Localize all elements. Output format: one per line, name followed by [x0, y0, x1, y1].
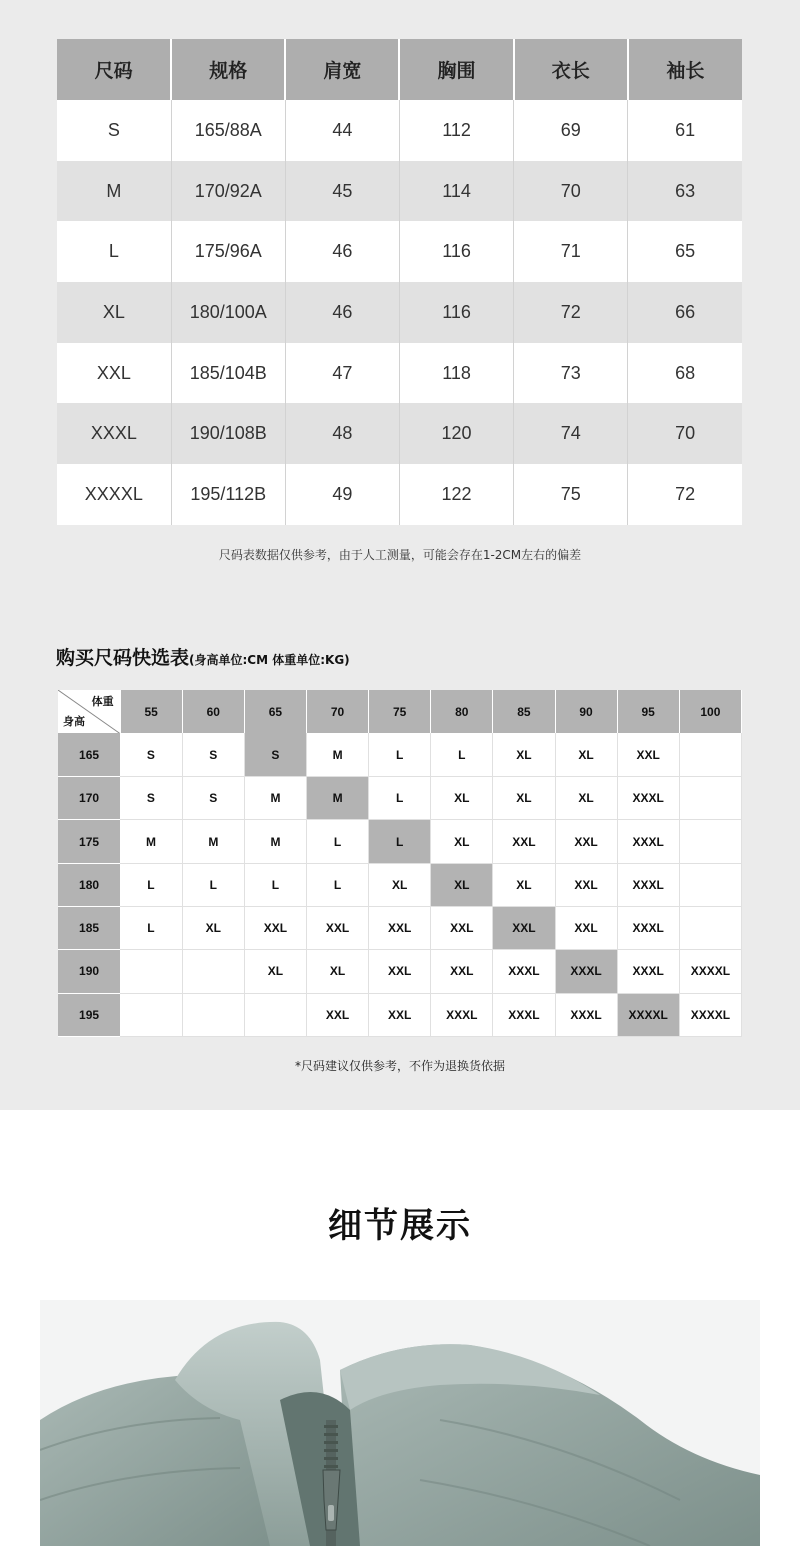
size-selector-body — [58, 733, 742, 1036]
size-chart-cell: 175/96A — [171, 221, 285, 282]
size-chart-cell: 48 — [285, 403, 399, 464]
recommended-size-cell: XL — [431, 863, 493, 906]
recommended-size-cell: M — [244, 777, 306, 820]
size-chart-cell: 66 — [628, 282, 742, 343]
size-chart-cell: 45 — [285, 161, 399, 222]
size-selector-row — [58, 733, 742, 776]
size-selector-row — [58, 950, 742, 993]
size-chart-cell: 65 — [628, 221, 742, 282]
size-chart-cell: 74 — [514, 403, 628, 464]
recommended-size-cell: XL — [431, 820, 493, 863]
recommended-size-cell: XXL — [431, 906, 493, 949]
size-chart-body — [57, 100, 742, 525]
size-chart-cell: 70 — [628, 403, 742, 464]
recommended-size-cell — [679, 733, 741, 776]
recommended-size-cell: M — [182, 820, 244, 863]
weight-header-cell: 75 — [369, 690, 431, 733]
size-chart-header-row — [57, 39, 742, 100]
size-chart-cell: 195/112B — [171, 464, 285, 525]
size-chart-cell: XXL — [57, 343, 171, 404]
recommended-size-cell: L — [369, 820, 431, 863]
recommended-size-cell: XL — [493, 777, 555, 820]
size-selector-row — [58, 906, 742, 949]
size-chart-cell: 46 — [285, 221, 399, 282]
size-chart-cell: 118 — [399, 343, 513, 404]
weight-header-cell: 55 — [120, 690, 182, 733]
recommended-size-cell: S — [120, 733, 182, 776]
height-header-cell: 170 — [58, 777, 120, 820]
size-chart-row — [57, 343, 742, 404]
jacket-collar-photo — [40, 1300, 760, 1546]
recommended-size-cell — [679, 906, 741, 949]
recommended-size-cell: S — [244, 733, 306, 776]
recommended-size-cell — [679, 820, 741, 863]
size-selector-title — [56, 643, 350, 670]
size-chart-cell: 44 — [285, 100, 399, 161]
recommended-size-cell: L — [369, 733, 431, 776]
size-chart-cell: XXXL — [57, 403, 171, 464]
size-chart-cell: 114 — [399, 161, 513, 222]
size-chart-header-cell: 肩宽 — [285, 39, 399, 100]
recommended-size-cell: XXL — [555, 863, 617, 906]
size-chart-cell: 49 — [285, 464, 399, 525]
size-chart-cell: 170/92A — [171, 161, 285, 222]
recommended-size-cell — [182, 950, 244, 993]
size-chart-cell: 69 — [514, 100, 628, 161]
corner-weight-label: 体重 — [91, 696, 114, 708]
size-chart-row — [57, 403, 742, 464]
size-chart-cell: 61 — [628, 100, 742, 161]
recommended-size-cell: XL — [555, 733, 617, 776]
recommended-size-cell: XXXL — [493, 993, 555, 1036]
size-chart-cell: L — [57, 221, 171, 282]
size-chart-header-cell: 袖长 — [628, 39, 742, 100]
size-chart-header-cell: 尺码 — [57, 39, 171, 100]
recommended-size-cell: XL — [493, 863, 555, 906]
size-chart-row — [57, 161, 742, 222]
size-chart-cell: 46 — [285, 282, 399, 343]
recommended-size-cell: XL — [244, 950, 306, 993]
recommended-size-cell: XXL — [369, 950, 431, 993]
recommended-size-cell: M — [307, 777, 369, 820]
recommended-size-cell: L — [307, 863, 369, 906]
size-chart-cell: 116 — [399, 282, 513, 343]
recommended-size-cell: XXXL — [617, 950, 679, 993]
recommended-size-cell: XXXL — [493, 950, 555, 993]
recommended-size-cell: XXL — [244, 906, 306, 949]
weight-header-cell: 90 — [555, 690, 617, 733]
recommended-size-cell: L — [120, 863, 182, 906]
size-chart-cell: 63 — [628, 161, 742, 222]
size-chart-cell: 165/88A — [171, 100, 285, 161]
recommended-size-cell — [244, 993, 306, 1036]
recommended-size-cell: XL — [431, 777, 493, 820]
size-chart-cell: 70 — [514, 161, 628, 222]
size-chart-cell: 68 — [628, 343, 742, 404]
recommended-size-cell: M — [244, 820, 306, 863]
recommended-size-cell: S — [182, 733, 244, 776]
recommended-size-cell: L — [369, 777, 431, 820]
size-chart-header-cell: 衣长 — [514, 39, 628, 100]
recommended-size-cell: XL — [182, 906, 244, 949]
size-chart-table — [57, 39, 742, 525]
size-selector-units: (身高单位:CM 体重单位:KG) — [189, 653, 350, 667]
recommended-size-cell — [120, 993, 182, 1036]
recommended-size-cell — [679, 777, 741, 820]
recommended-size-cell: XXL — [369, 906, 431, 949]
recommended-size-cell: XXXXL — [679, 950, 741, 993]
recommended-size-cell: L — [431, 733, 493, 776]
size-chart-cell: 72 — [628, 464, 742, 525]
size-chart-cell: 190/108B — [171, 403, 285, 464]
recommended-size-cell: L — [182, 863, 244, 906]
size-chart-row — [57, 100, 742, 161]
height-header-cell: 180 — [58, 863, 120, 906]
recommended-size-cell: M — [120, 820, 182, 863]
size-chart-row — [57, 221, 742, 282]
size-chart-row — [57, 464, 742, 525]
size-selector-row — [58, 863, 742, 906]
recommended-size-cell: XXL — [555, 820, 617, 863]
weight-header-cell: 100 — [679, 690, 741, 733]
weight-header-row — [58, 690, 742, 733]
recommended-size-cell: XL — [555, 777, 617, 820]
size-selector-row — [58, 777, 742, 820]
height-header-cell: 165 — [58, 733, 120, 776]
size-selector-table — [58, 690, 742, 1037]
recommended-size-cell: S — [120, 777, 182, 820]
recommended-size-cell: XXL — [617, 733, 679, 776]
size-chart-row — [57, 282, 742, 343]
weight-header-cell: 65 — [244, 690, 306, 733]
height-header-cell: 185 — [58, 906, 120, 949]
size-chart-header-cell: 胸围 — [399, 39, 513, 100]
recommended-size-cell: XXL — [307, 993, 369, 1036]
height-header-cell: 190 — [58, 950, 120, 993]
recommended-size-cell: L — [120, 906, 182, 949]
size-chart-cell: 112 — [399, 100, 513, 161]
size-chart-cell: 116 — [399, 221, 513, 282]
recommended-size-cell: XXXL — [555, 993, 617, 1036]
recommended-size-cell: L — [307, 820, 369, 863]
jacket-illustration — [40, 1300, 760, 1546]
height-header-cell: 175 — [58, 820, 120, 863]
weight-header-cell: 70 — [307, 690, 369, 733]
recommended-size-cell: XXL — [431, 950, 493, 993]
size-chart-note: 尺码表数据仅供参考，由于人工测量，可能会存在1-2CM左右的偏差 — [218, 548, 582, 562]
corner-height-label: 身高 — [63, 716, 85, 729]
recommended-size-cell: S — [182, 777, 244, 820]
recommended-size-cell: XXL — [307, 906, 369, 949]
recommended-size-cell: XXXL — [617, 820, 679, 863]
recommended-size-cell — [679, 863, 741, 906]
recommended-size-cell: XXL — [493, 906, 555, 949]
recommended-size-cell: L — [244, 863, 306, 906]
recommended-size-cell: XXL — [369, 993, 431, 1036]
recommended-size-cell: XXL — [555, 906, 617, 949]
size-chart-header-cell: 规格 — [171, 39, 285, 100]
height-header-cell: 195 — [58, 993, 120, 1036]
size-chart-cell: 120 — [399, 403, 513, 464]
weight-header-cell: 60 — [182, 690, 244, 733]
recommended-size-cell: XL — [369, 863, 431, 906]
recommended-size-cell: XXXL — [617, 906, 679, 949]
recommended-size-cell: M — [307, 733, 369, 776]
weight-header-cell: 85 — [493, 690, 555, 733]
recommended-size-cell — [182, 993, 244, 1036]
size-selector-row — [58, 820, 742, 863]
recommended-size-cell: XXL — [493, 820, 555, 863]
recommended-size-cell: XXXXL — [617, 993, 679, 1036]
recommended-size-cell: XXXL — [617, 777, 679, 820]
recommended-size-cell: XL — [493, 733, 555, 776]
recommended-size-cell: XXXL — [555, 950, 617, 993]
recommended-size-cell: XXXL — [617, 863, 679, 906]
size-selector-title-text: 购买尺码快选表 — [56, 647, 190, 669]
size-chart-cell: 185/104B — [171, 343, 285, 404]
size-chart-cell: XL — [57, 282, 171, 343]
size-chart-cell: 73 — [514, 343, 628, 404]
recommended-size-cell: XXXXL — [679, 993, 741, 1036]
table-corner-cell — [58, 690, 120, 733]
size-chart-cell: 71 — [514, 221, 628, 282]
size-chart-cell: M — [57, 161, 171, 222]
size-chart-cell: 47 — [285, 343, 399, 404]
size-chart-cell: S — [57, 100, 171, 161]
size-selector-note: *尺码建议仅供参考，不作为退换货依据 — [294, 1059, 505, 1073]
size-selector-row — [58, 993, 742, 1036]
weight-header-cell: 95 — [617, 690, 679, 733]
recommended-size-cell — [120, 950, 182, 993]
recommended-size-cell: XXXL — [431, 993, 493, 1036]
size-chart-cell: 75 — [514, 464, 628, 525]
recommended-size-cell: XL — [307, 950, 369, 993]
size-chart-cell: XXXXL — [57, 464, 171, 525]
size-chart-cell: 72 — [514, 282, 628, 343]
size-chart-cell: 180/100A — [171, 282, 285, 343]
size-chart-cell: 122 — [399, 464, 513, 525]
detail-section-title: 细节展示 — [328, 1206, 472, 1246]
weight-header-cell: 80 — [431, 690, 493, 733]
